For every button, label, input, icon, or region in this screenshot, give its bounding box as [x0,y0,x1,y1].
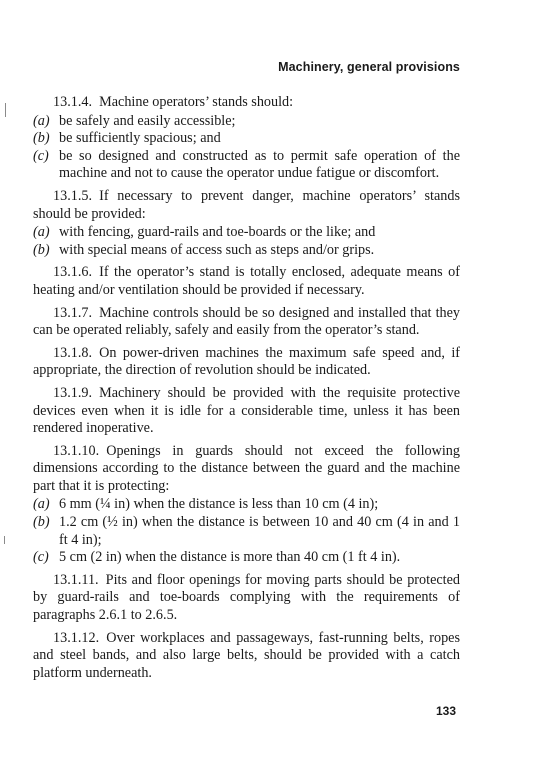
item-mark: (b) [33,130,50,147]
list-item [33,242,460,260]
item-mark: (b) [33,514,50,531]
item-mark: (a) [33,112,50,129]
list-13-1-5 [33,224,460,259]
list-item [33,130,460,148]
item-text: be so designed and constructed as to permit safe operation of the machine and not to cause the operator undue fatigue or discomfort. [59,147,460,182]
paragraph-13-1-4: 13.1.4. Machine operators’ stands should: [53,94,294,110]
item-mark: (b) [33,241,50,258]
item-mark: (c) [33,147,49,164]
item-text: with fencing, guard-rails and toe-boards or the like; and [59,224,376,241]
list-item [33,113,460,131]
item-mark: (c) [33,549,49,566]
item-text: be sufficiently spacious; and [59,130,221,147]
list-item [33,496,460,514]
paragraph-13-1-10: 13.1.10. Openings in guards should not exceed the following dimensions according to the distance between the guard and the machine part that it is protecting: [33,442,460,494]
item-text: 5 cm (2 in) when the distance is more than 40 cm (1 ft 4 in). [59,549,401,566]
item-text: with special means of access such as steps and/or grips. [59,241,375,258]
list-item [33,224,460,242]
list-13-1-10 [33,496,460,566]
item-mark: (a) [33,224,50,241]
paragraph-13-1-5: 13.1.5. If necessary to prevent danger, machine operators’ stands should be provided: [33,187,460,222]
left-edge-mark [4,536,5,544]
left-edge-mark [5,103,6,117]
paragraph-13-1-8: 13.1.8. On power-driven machines the maximum safe speed and, if appropriate, the direction of revolution should be indicated. [33,344,460,379]
item-text: 1.2 cm (½ in) when the distance is between 10 and 40 cm (4 in and 1 ft 4 in); [59,514,460,548]
paragraph-13-1-7: 13.1.7. Machine controls should be so designed and installed that they can be operated reliably, safely and easily from the operator’s stand. [33,304,460,339]
page-number: 133 [435,704,456,718]
list-item [33,514,460,549]
list-13-1-4 [33,113,460,183]
list-item [33,148,460,183]
item-mark: (a) [33,496,50,513]
paragraph-13-1-12: 13.1.12. Over workplaces and passageways, fast-running belts, ropes and steel bands, and also large belts, should be provided with a catch platform underneath. [33,629,460,681]
list-item [33,549,460,567]
paragraph-13-1-9: 13.1.9. Machinery should be provided with the requisite protective devices even when it is idle for a considerable time, unless it has been rendered inoperative. [33,384,460,437]
item-text: be safely and easily accessible; [59,112,236,129]
item-text: 6 mm (¼ in) when the distance is less than 10 cm (4 in); [59,496,379,513]
running-head: Machinery, general provisions [278,60,460,74]
paragraph-13-1-6: 13.1.6. If the operator’s stand is totally enclosed, adequate means of heating and/or ventilation should be provided if necessary. [33,264,460,298]
page-body [33,94,460,687]
paragraph-13-1-11: 13.1.11. Pits and floor openings for moving parts should be protected by guard-rails and toe-boards complying with the requirements of paragraphs 2.6.1 to 2.6.5. [33,571,460,624]
